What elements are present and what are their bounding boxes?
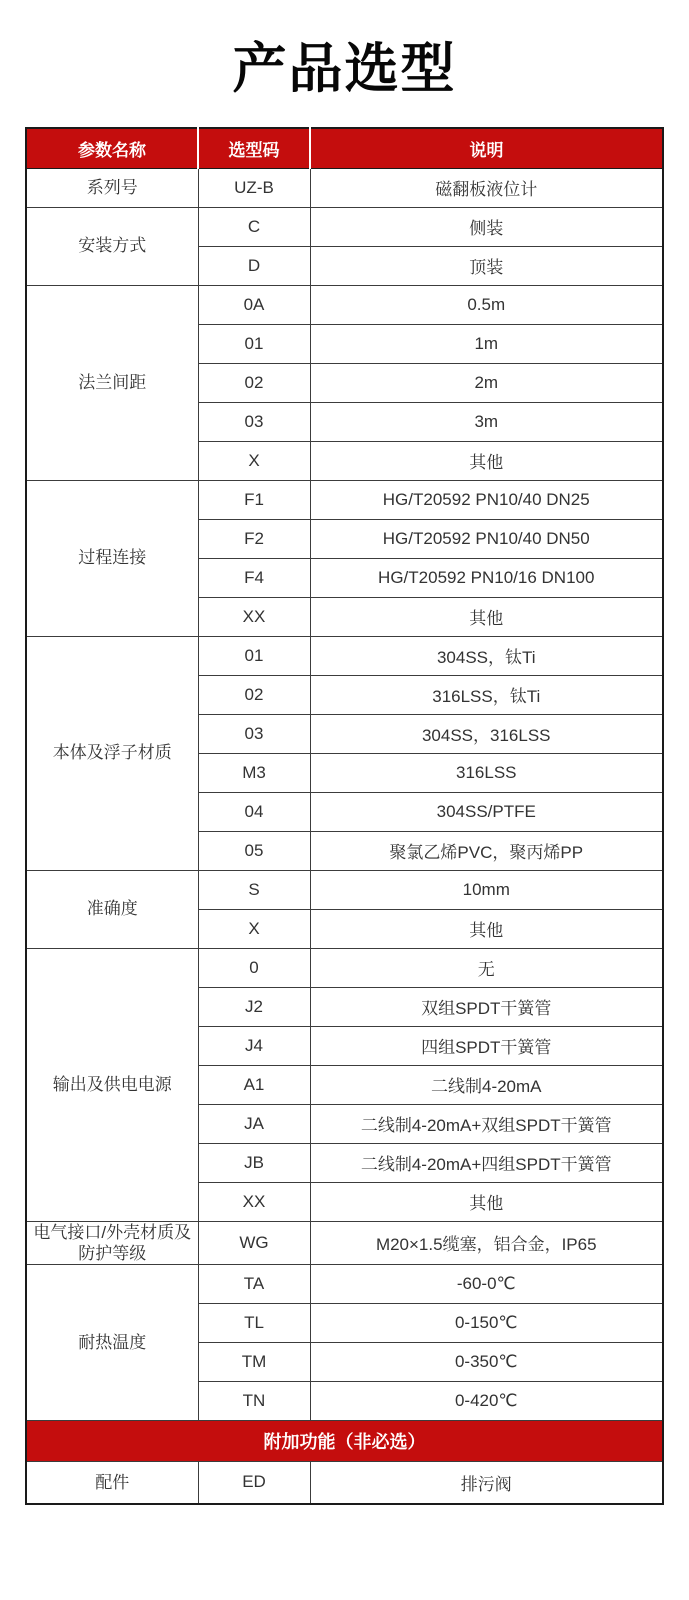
table-row [26, 636, 663, 675]
header-cell-param-name: 参数名称 [26, 128, 198, 168]
code-cell: C [198, 207, 310, 246]
code-cell: 01 [198, 324, 310, 363]
param-name-cell: 本体及浮子材质 [26, 636, 198, 870]
description-cell: 其他 [310, 909, 663, 948]
code-cell: TN [198, 1382, 310, 1421]
code-cell: TA [198, 1265, 310, 1304]
description-cell: HG/T20592 PN10/16 DN100 [310, 558, 663, 597]
description-cell: 304SS，钛Ti [310, 636, 663, 675]
code-cell: 02 [198, 363, 310, 402]
param-name-cell: 安装方式 [26, 207, 198, 285]
code-cell: X [198, 909, 310, 948]
code-cell: F4 [198, 558, 310, 597]
description-cell: 侧装 [310, 207, 663, 246]
param-name-cell: 配件 [26, 1462, 198, 1504]
code-cell: F1 [198, 480, 310, 519]
table-row [26, 1265, 663, 1304]
table-row [26, 948, 663, 987]
description-cell: 304SS，316LSS [310, 714, 663, 753]
description-cell: M20×1.5缆塞，铝合金，IP65 [310, 1221, 663, 1265]
product-selection-table [25, 127, 664, 1505]
table-row [26, 285, 663, 324]
description-cell: 316LSS，钛Ti [310, 675, 663, 714]
section-banner-row [26, 1421, 663, 1462]
code-cell: J4 [198, 1026, 310, 1065]
description-cell: HG/T20592 PN10/40 DN25 [310, 480, 663, 519]
code-cell: 0A [198, 285, 310, 324]
header-cell-description: 说明 [310, 128, 663, 168]
table-row [26, 480, 663, 519]
description-cell: 10mm [310, 870, 663, 909]
description-cell: HG/T20592 PN10/40 DN50 [310, 519, 663, 558]
code-cell: F2 [198, 519, 310, 558]
code-cell: JB [198, 1143, 310, 1182]
description-cell: 其他 [310, 1182, 663, 1221]
param-name-cell: 系列号 [26, 168, 198, 207]
param-name-cell: 法兰间距 [26, 285, 198, 480]
description-cell: 排污阀 [310, 1462, 663, 1504]
description-cell: 0-150℃ [310, 1304, 663, 1343]
param-name-cell: 准确度 [26, 870, 198, 948]
description-cell: 双组SPDT干簧管 [310, 987, 663, 1026]
description-cell: 二线制4-20mA+双组SPDT干簧管 [310, 1104, 663, 1143]
description-cell: 304SS/PTFE [310, 792, 663, 831]
description-cell: 磁翻板液位计 [310, 168, 663, 207]
header-cell-code: 选型码 [198, 128, 310, 168]
code-cell: ED [198, 1462, 310, 1504]
description-cell: 其他 [310, 597, 663, 636]
code-cell: 04 [198, 792, 310, 831]
description-cell: 1m [310, 324, 663, 363]
code-cell: M3 [198, 753, 310, 792]
description-cell: 3m [310, 402, 663, 441]
code-cell: 0 [198, 948, 310, 987]
code-cell: UZ-B [198, 168, 310, 207]
code-cell: JA [198, 1104, 310, 1143]
code-cell: J2 [198, 987, 310, 1026]
code-cell: S [198, 870, 310, 909]
code-cell: WG [198, 1221, 310, 1265]
description-cell: 0-350℃ [310, 1343, 663, 1382]
code-cell: XX [198, 597, 310, 636]
code-cell: D [198, 246, 310, 285]
description-cell: 顶装 [310, 246, 663, 285]
table-row [26, 207, 663, 246]
param-name-cell: 输出及供电电源 [26, 948, 198, 1221]
param-name-cell: 耐热温度 [26, 1265, 198, 1421]
description-cell: 0.5m [310, 285, 663, 324]
code-cell: XX [198, 1182, 310, 1221]
description-cell: 其他 [310, 441, 663, 480]
table-row [26, 870, 663, 909]
description-cell: 二线制4-20mA [310, 1065, 663, 1104]
table-body [26, 168, 663, 1504]
table-row [26, 1221, 663, 1265]
description-cell: 316LSS [310, 753, 663, 792]
description-cell: 二线制4-20mA+四组SPDT干簧管 [310, 1143, 663, 1182]
table-row [26, 168, 663, 207]
param-name-cell: 电气接口/外壳材质及防护等级 [26, 1221, 198, 1265]
code-cell: TM [198, 1343, 310, 1382]
description-cell: 无 [310, 948, 663, 987]
code-cell: A1 [198, 1065, 310, 1104]
page-title: 产品选型 [232, 39, 457, 99]
code-cell: 03 [198, 714, 310, 753]
code-cell: 02 [198, 675, 310, 714]
code-cell: 05 [198, 831, 310, 870]
description-cell: 聚氯乙烯PVC，聚丙烯PP [310, 831, 663, 870]
param-name-cell: 过程连接 [26, 480, 198, 636]
code-cell: X [198, 441, 310, 480]
header-row [26, 128, 663, 168]
code-cell: 03 [198, 402, 310, 441]
description-cell: -60-0℃ [310, 1265, 663, 1304]
description-cell: 2m [310, 363, 663, 402]
section-banner: 附加功能（非必选） [26, 1421, 663, 1462]
description-cell: 0-420℃ [310, 1382, 663, 1421]
code-cell: 01 [198, 636, 310, 675]
description-cell: 四组SPDT干簧管 [310, 1026, 663, 1065]
code-cell: TL [198, 1304, 310, 1343]
table-row [26, 1462, 663, 1504]
